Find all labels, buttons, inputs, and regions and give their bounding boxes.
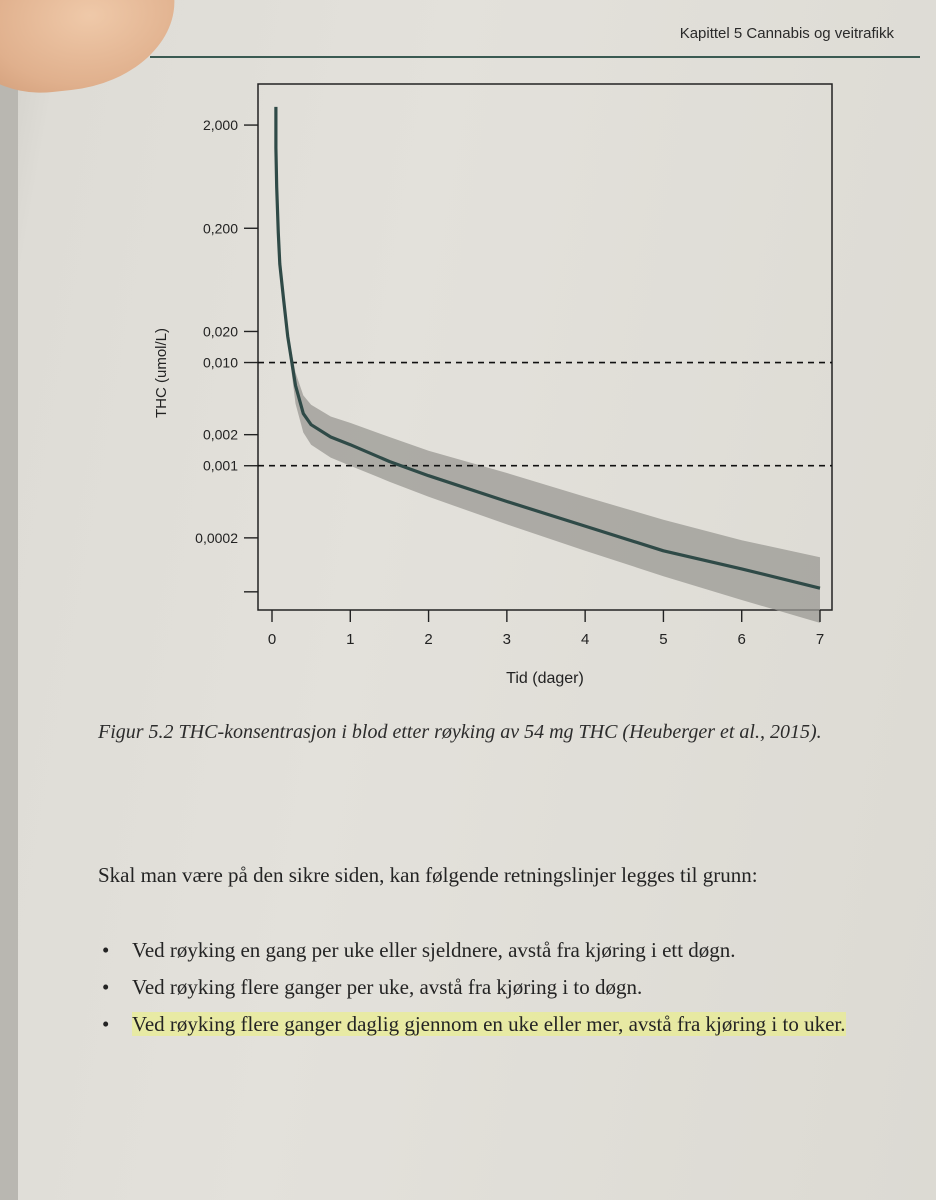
running-head: Kapittel 5 Cannabis og veitrafikk [679,25,894,42]
list-item-text: Ved røyking flere ganger per uke, avstå fra kjøring i to døgn. [132,975,643,999]
x-tick-label: 1 [346,631,355,648]
thc-chart [140,78,860,698]
x-tick-label: 6 [737,631,746,648]
bullet-dot: • [102,1012,110,1036]
y-tick-label: 0,001 [202,457,238,474]
x-tick-label: 4 [580,631,590,648]
list-item [98,971,928,1004]
x-tick-label: 7 [815,631,825,648]
y-tick-label: 2,000 [202,117,238,134]
confidence-band [276,107,820,623]
x-axis-label: Tid (dager) [506,670,584,687]
y-tick-label: 0,200 [202,220,238,237]
list-item [98,934,928,967]
y-tick-label: 0,020 [202,323,238,340]
chart-area [140,78,860,698]
y-tick-label: 0,0002 [195,529,238,546]
x-tick-label: 3 [502,631,512,648]
page-gutter [0,0,18,1200]
guideline-list [98,934,928,1045]
y-tick-label: 0,002 [202,426,238,443]
list-item [98,1008,928,1041]
guideline-intro: Skal man være på den sikre siden, kan følgende retningslinjer legges til grunn: [98,863,758,887]
bullet-dot: • [102,938,110,962]
header-rule [150,56,920,58]
y-tick-label: 0,010 [202,354,238,371]
thc-series-line [276,107,820,588]
y-axis-label: THC (umol/L) [153,327,170,419]
highlighted-list-item-text: Ved røyking flere ganger daglig gjennom en uke eller mer, avstå fra kjøring i to uker. [132,1012,846,1036]
x-tick-label: 0 [267,631,277,648]
bullet-dot: • [102,975,110,999]
list-item-text: Ved røyking en gang per uke eller sjeldnere, avstå fra kjøring i ett døgn. [132,938,736,962]
figure-caption: Figur 5.2 THC-konsentrasjon i blod etter røyking av 54 mg THC (Heuberger et al., 2015). [98,721,822,743]
x-tick-label: 2 [424,631,433,648]
x-tick-label: 5 [659,631,668,648]
